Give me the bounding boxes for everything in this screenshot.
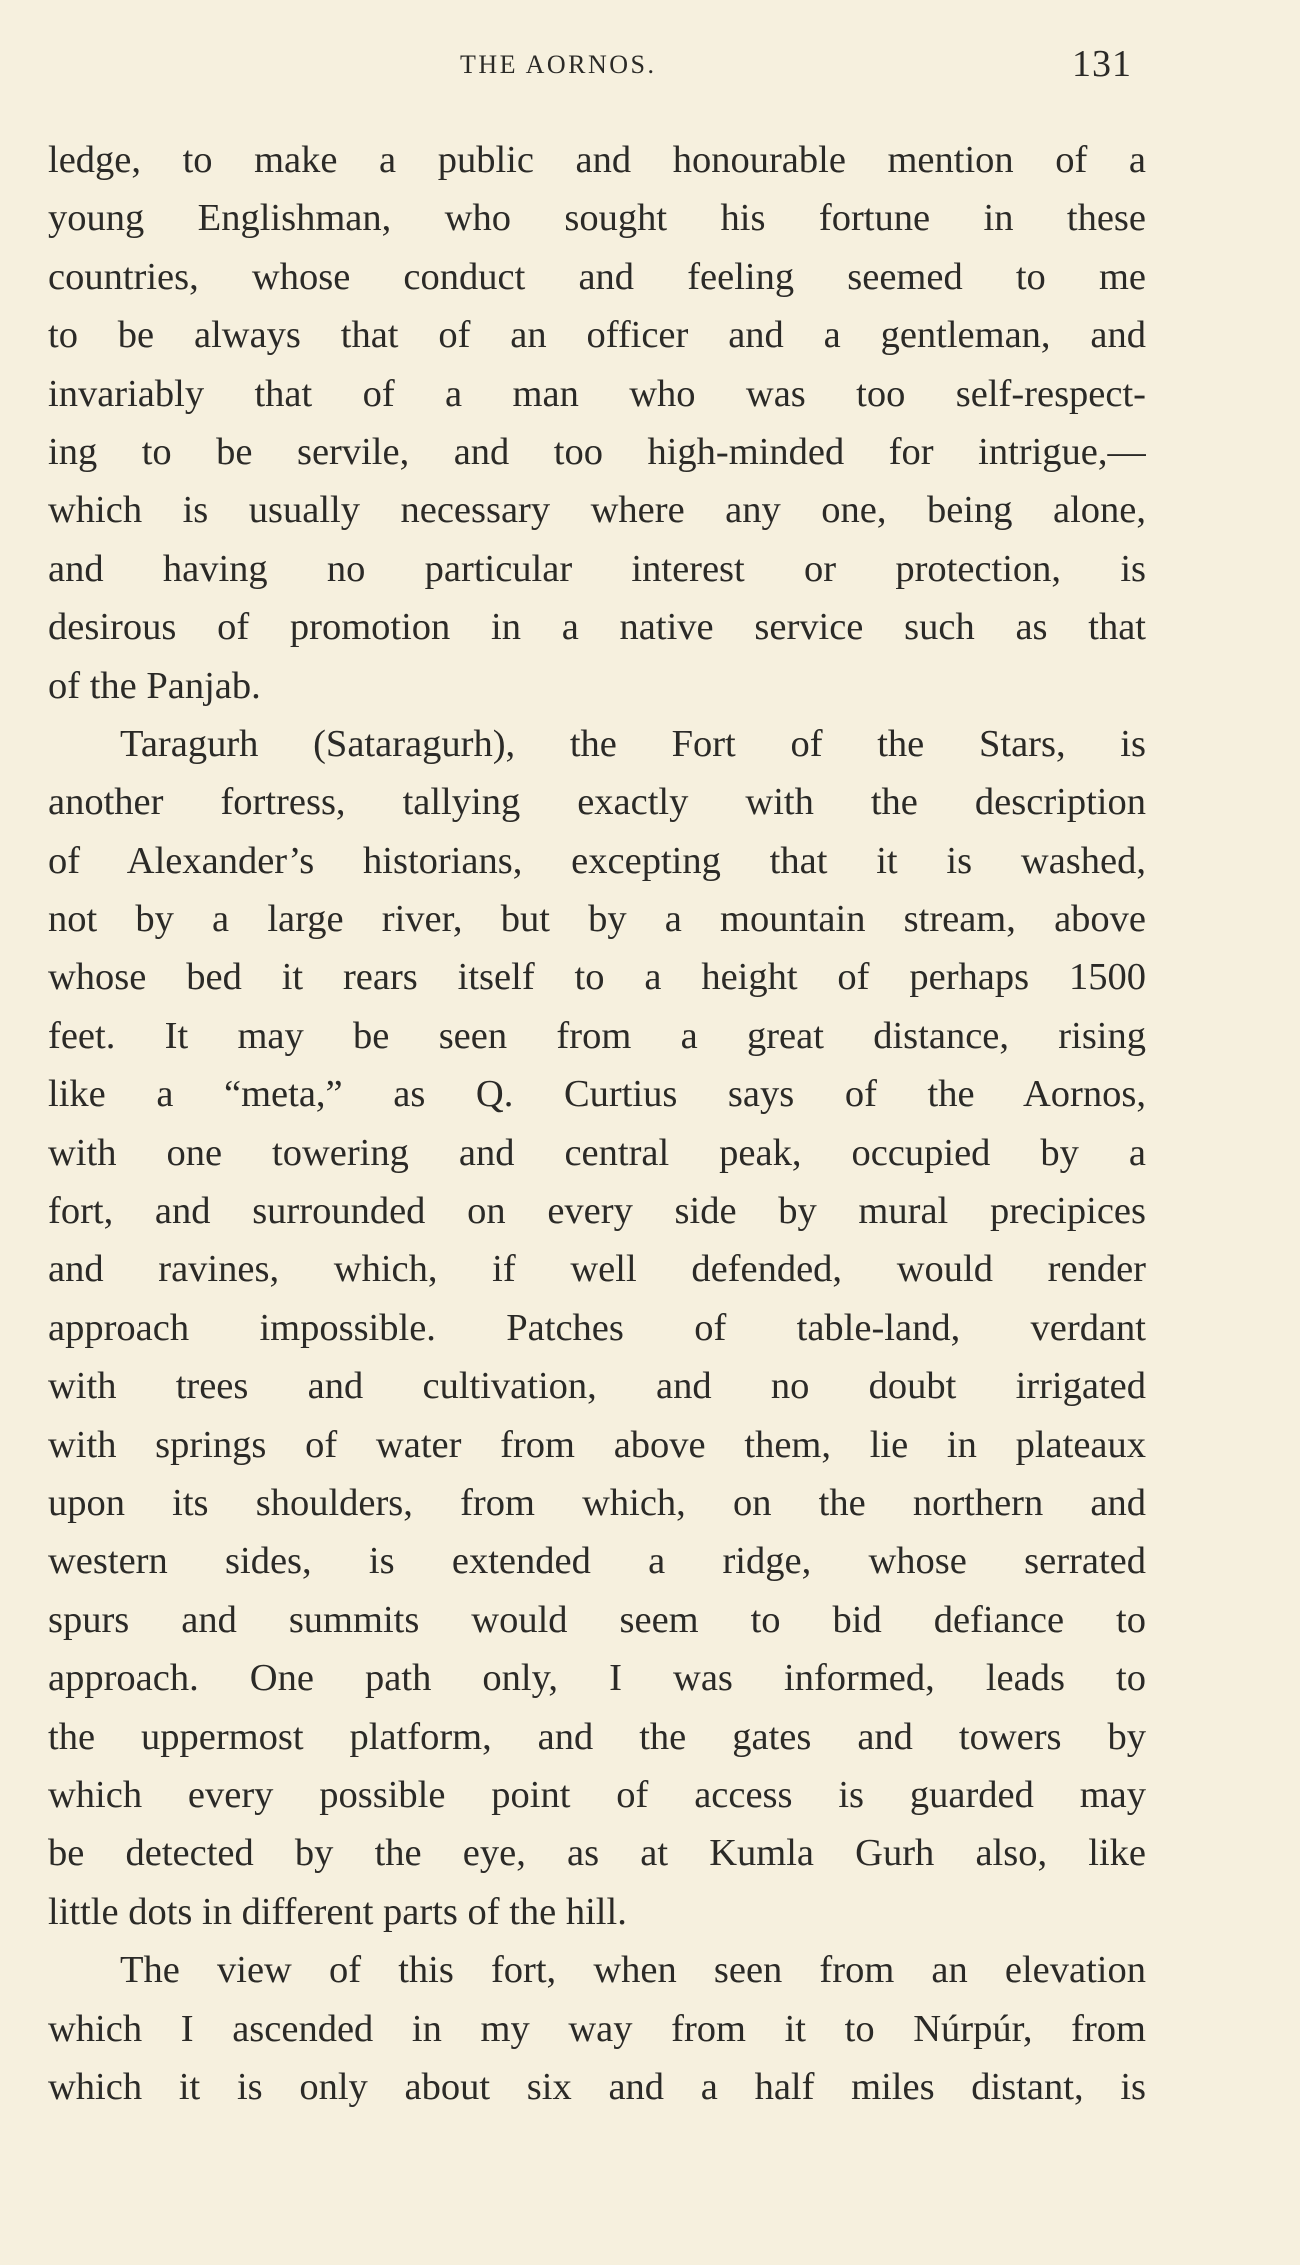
text-line: fort, and surrounded on every side by mural precipices xyxy=(48,1190,1146,1233)
text-line: whose bed it rears itself to a height of perhaps 1500 xyxy=(48,956,1146,999)
text-line: little dots in different parts of the hill. xyxy=(48,1890,627,1933)
text-line: and having no particular interest or protection, is xyxy=(48,547,1146,590)
text-line: which is usually necessary where any one, being alone, xyxy=(48,489,1146,532)
text-line: like a “meta,” as Q. Curtius says of the Aornos, xyxy=(48,1073,1146,1116)
text-line: young Englishman, who sought his fortune in these xyxy=(48,197,1146,240)
text-line: not by a large river, but by a mountain stream, above xyxy=(48,898,1146,941)
text-line: of the Panjab. xyxy=(48,664,261,707)
text-line: and ravines, which, if well defended, would render xyxy=(48,1248,1146,1291)
text-line: of Alexander’s historians, excepting that it is washed, xyxy=(48,839,1146,882)
text-line: with one towering and central peak, occupied by a xyxy=(48,1131,1146,1174)
text-line: spurs and summits would seem to bid defiance to xyxy=(48,1598,1146,1641)
text-line: which every possible point of access is guarded may xyxy=(48,1773,1146,1816)
page-number: 131 xyxy=(1072,43,1132,85)
text-line: western sides, is extended a ridge, whose serrated xyxy=(48,1540,1146,1583)
text-line: which I ascended in my way from it to Núrpúr, from xyxy=(48,2007,1146,2050)
text-line: The view of this fort, when seen from an elevation xyxy=(120,1949,1146,1992)
text-line: feet. It may be seen from a great distance, rising xyxy=(48,1014,1146,1057)
body-text xyxy=(48,131,1146,2116)
text-line: countries, whose conduct and feeling seemed to me xyxy=(48,255,1146,298)
text-line: be detected by the eye, as at Kumla Gurh also, like xyxy=(48,1832,1146,1875)
text-line: approach. One path only, I was informed, leads to xyxy=(48,1657,1146,1700)
text-line: to be always that of an officer and a gentleman, and xyxy=(48,314,1146,357)
text-line: ing to be servile, and too high-minded for intrigue,— xyxy=(48,430,1146,473)
text-line: approach impossible. Patches of table-land, verdant xyxy=(48,1306,1146,1349)
text-line: another fortress, tallying exactly with the description xyxy=(48,781,1146,824)
text-line: which it is only about six and a half miles distant, is xyxy=(48,2065,1146,2108)
text-line: with springs of water from above them, lie in plateaux xyxy=(48,1423,1146,1466)
running-head xyxy=(0,42,1300,92)
text-line: ledge, to make a public and honourable mention of a xyxy=(48,139,1146,181)
text-line: the uppermost platform, and the gates and towers by xyxy=(48,1715,1146,1758)
text-line: upon its shoulders, from which, on the northern and xyxy=(48,1481,1146,1524)
text-line: with trees and cultivation, and no doubt irrigated xyxy=(48,1365,1146,1408)
text-line: invariably that of a man who was too self-respect- xyxy=(48,372,1146,415)
running-title: THE AORNOS. xyxy=(460,50,657,79)
text-line: desirous of promotion in a native service such as that xyxy=(48,606,1146,649)
text-line: Taragurh (Sataragurh), the Fort of the Stars, is xyxy=(120,722,1146,765)
